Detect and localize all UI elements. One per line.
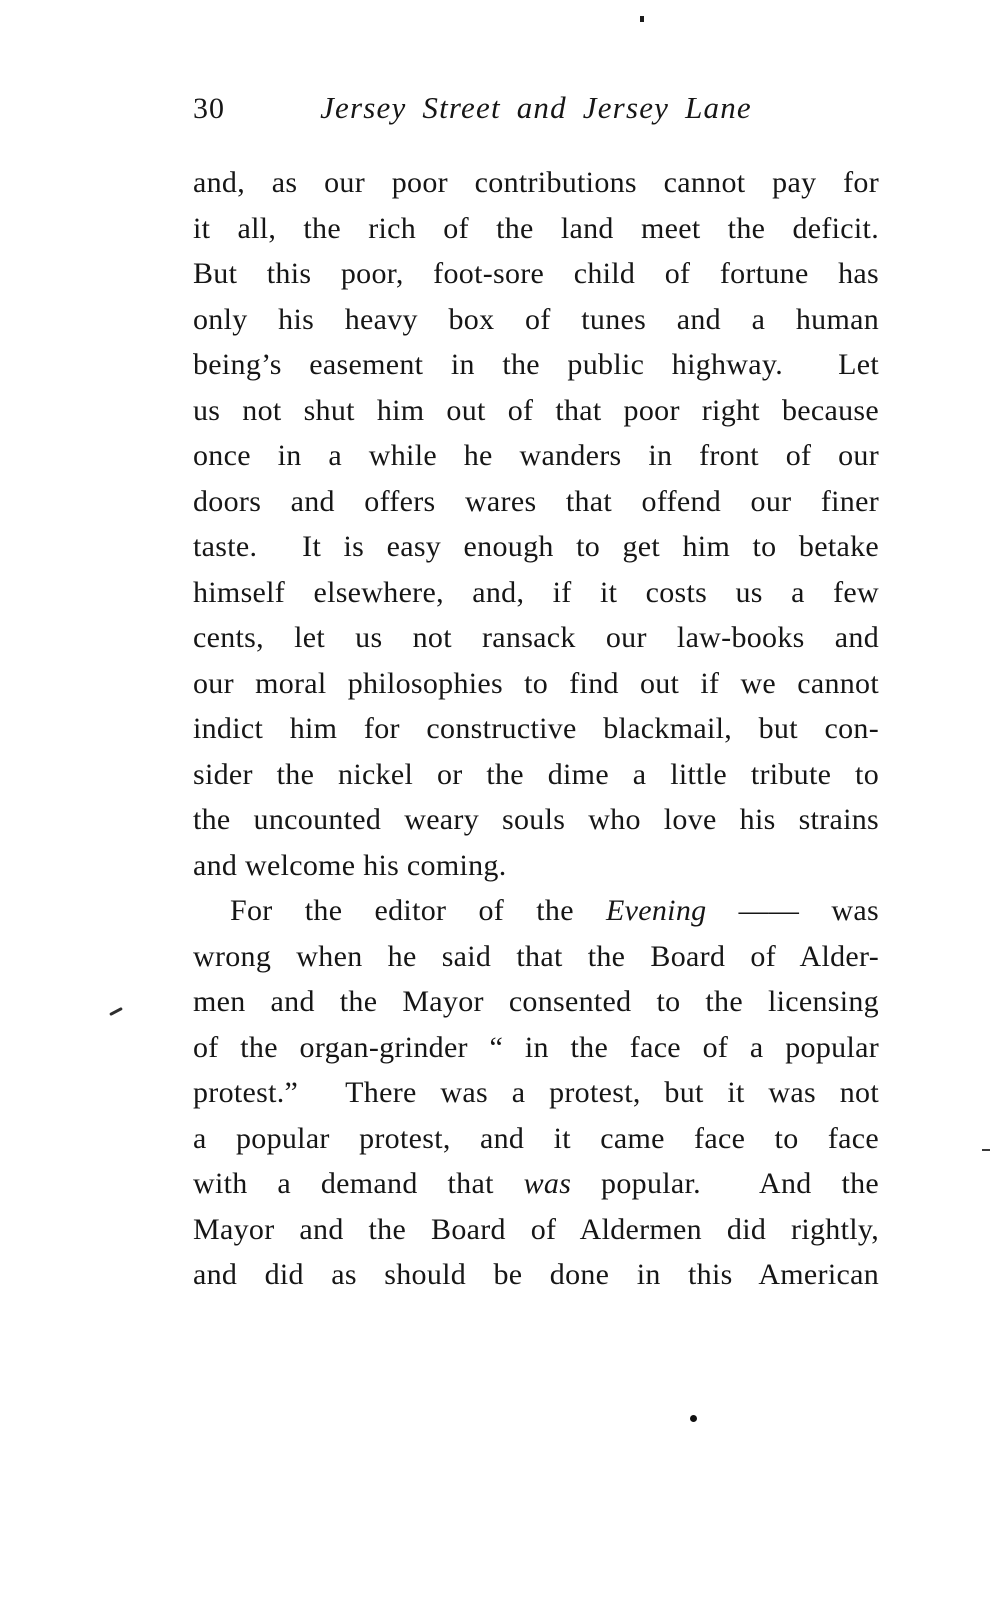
text-run: cents, let us not ransack our law-books and (193, 621, 879, 654)
page-body (193, 160, 879, 1298)
text-line (193, 1116, 879, 1162)
text-run: being’s easement in the public highway. Let (193, 348, 879, 381)
text-run: us not shut him out of that poor right because (193, 393, 879, 427)
scan-speck-bottom (690, 1415, 697, 1422)
text-run: it all, the rich of the land meet the deficit. (193, 211, 879, 245)
text-run: —— was (706, 894, 879, 927)
text-run: and did as should be done in this American (193, 1258, 879, 1291)
text-line (193, 843, 879, 889)
text-run: with a demand that (193, 1167, 524, 1200)
text-line (193, 388, 879, 434)
text-run: wrong when he said that the Board of Alder- (193, 939, 879, 973)
italic-text-run: Evening (606, 894, 707, 927)
running-title: Jersey Street and Jersey Lane (320, 90, 752, 125)
text-run: For the editor of the (230, 894, 607, 927)
text-run: sider the nickel or the dime a little tribute to (193, 757, 879, 791)
text-line (193, 160, 879, 206)
text-run: protest.” There was a protest, but it was not (193, 1076, 879, 1109)
text-line (193, 752, 879, 798)
text-run: and welcome his coming. (193, 848, 507, 882)
text-run: popular. And the (571, 1167, 879, 1200)
scan-speck-right (982, 1149, 990, 1151)
text-run: a popular protest, and it came face to face (193, 1121, 879, 1155)
italic-text-run: was (523, 1167, 572, 1200)
text-run: indict him for constructive blackmail, but con- (193, 712, 879, 745)
text-run: and, as our poor contributions cannot pay for (193, 166, 879, 199)
text-line (193, 570, 879, 616)
text-line (193, 479, 879, 525)
text-run: the uncounted weary souls who love his strains (193, 803, 879, 836)
text-line (193, 1161, 879, 1207)
text-run: once in a while he wanders in front of our (193, 439, 879, 472)
text-run: only his heavy box of tunes and a human (193, 302, 879, 336)
text-line (193, 206, 879, 252)
text-line (193, 615, 879, 661)
text-line (193, 934, 879, 980)
text-line (193, 1207, 879, 1253)
text-line (193, 1070, 879, 1116)
text-run: taste. It is easy enough to get him to betake (193, 530, 879, 563)
text-line (193, 524, 879, 570)
text-run: But this poor, foot-sore child of fortune has (193, 257, 879, 290)
text-line (193, 979, 879, 1025)
text-line (193, 797, 879, 843)
text-run: himself elsewhere, and, if it costs us a few (193, 575, 879, 609)
text-run: doors and offers wares that offend our finer (193, 484, 879, 518)
text-line (193, 251, 879, 297)
text-line (193, 342, 879, 388)
text-line (193, 888, 879, 934)
text-line (193, 706, 879, 752)
text-line (193, 1025, 879, 1071)
text-run: Mayor and the Board of Aldermen did rightly, (193, 1212, 879, 1246)
text-run: of the organ-grinder “ in the face of a popular (193, 1030, 879, 1064)
text-line (193, 297, 879, 343)
text-run: men and the Mayor consented to the licensing (193, 985, 879, 1018)
scan-mark-left-margin (109, 1007, 123, 1016)
text-line (193, 433, 879, 479)
text-line (193, 661, 879, 707)
text-line (193, 1252, 879, 1298)
page-header (193, 90, 879, 130)
scan-speck-top (640, 16, 644, 22)
page-number: 30 (193, 92, 225, 125)
text-run: our moral philosophies to find out if we cannot (193, 666, 879, 700)
